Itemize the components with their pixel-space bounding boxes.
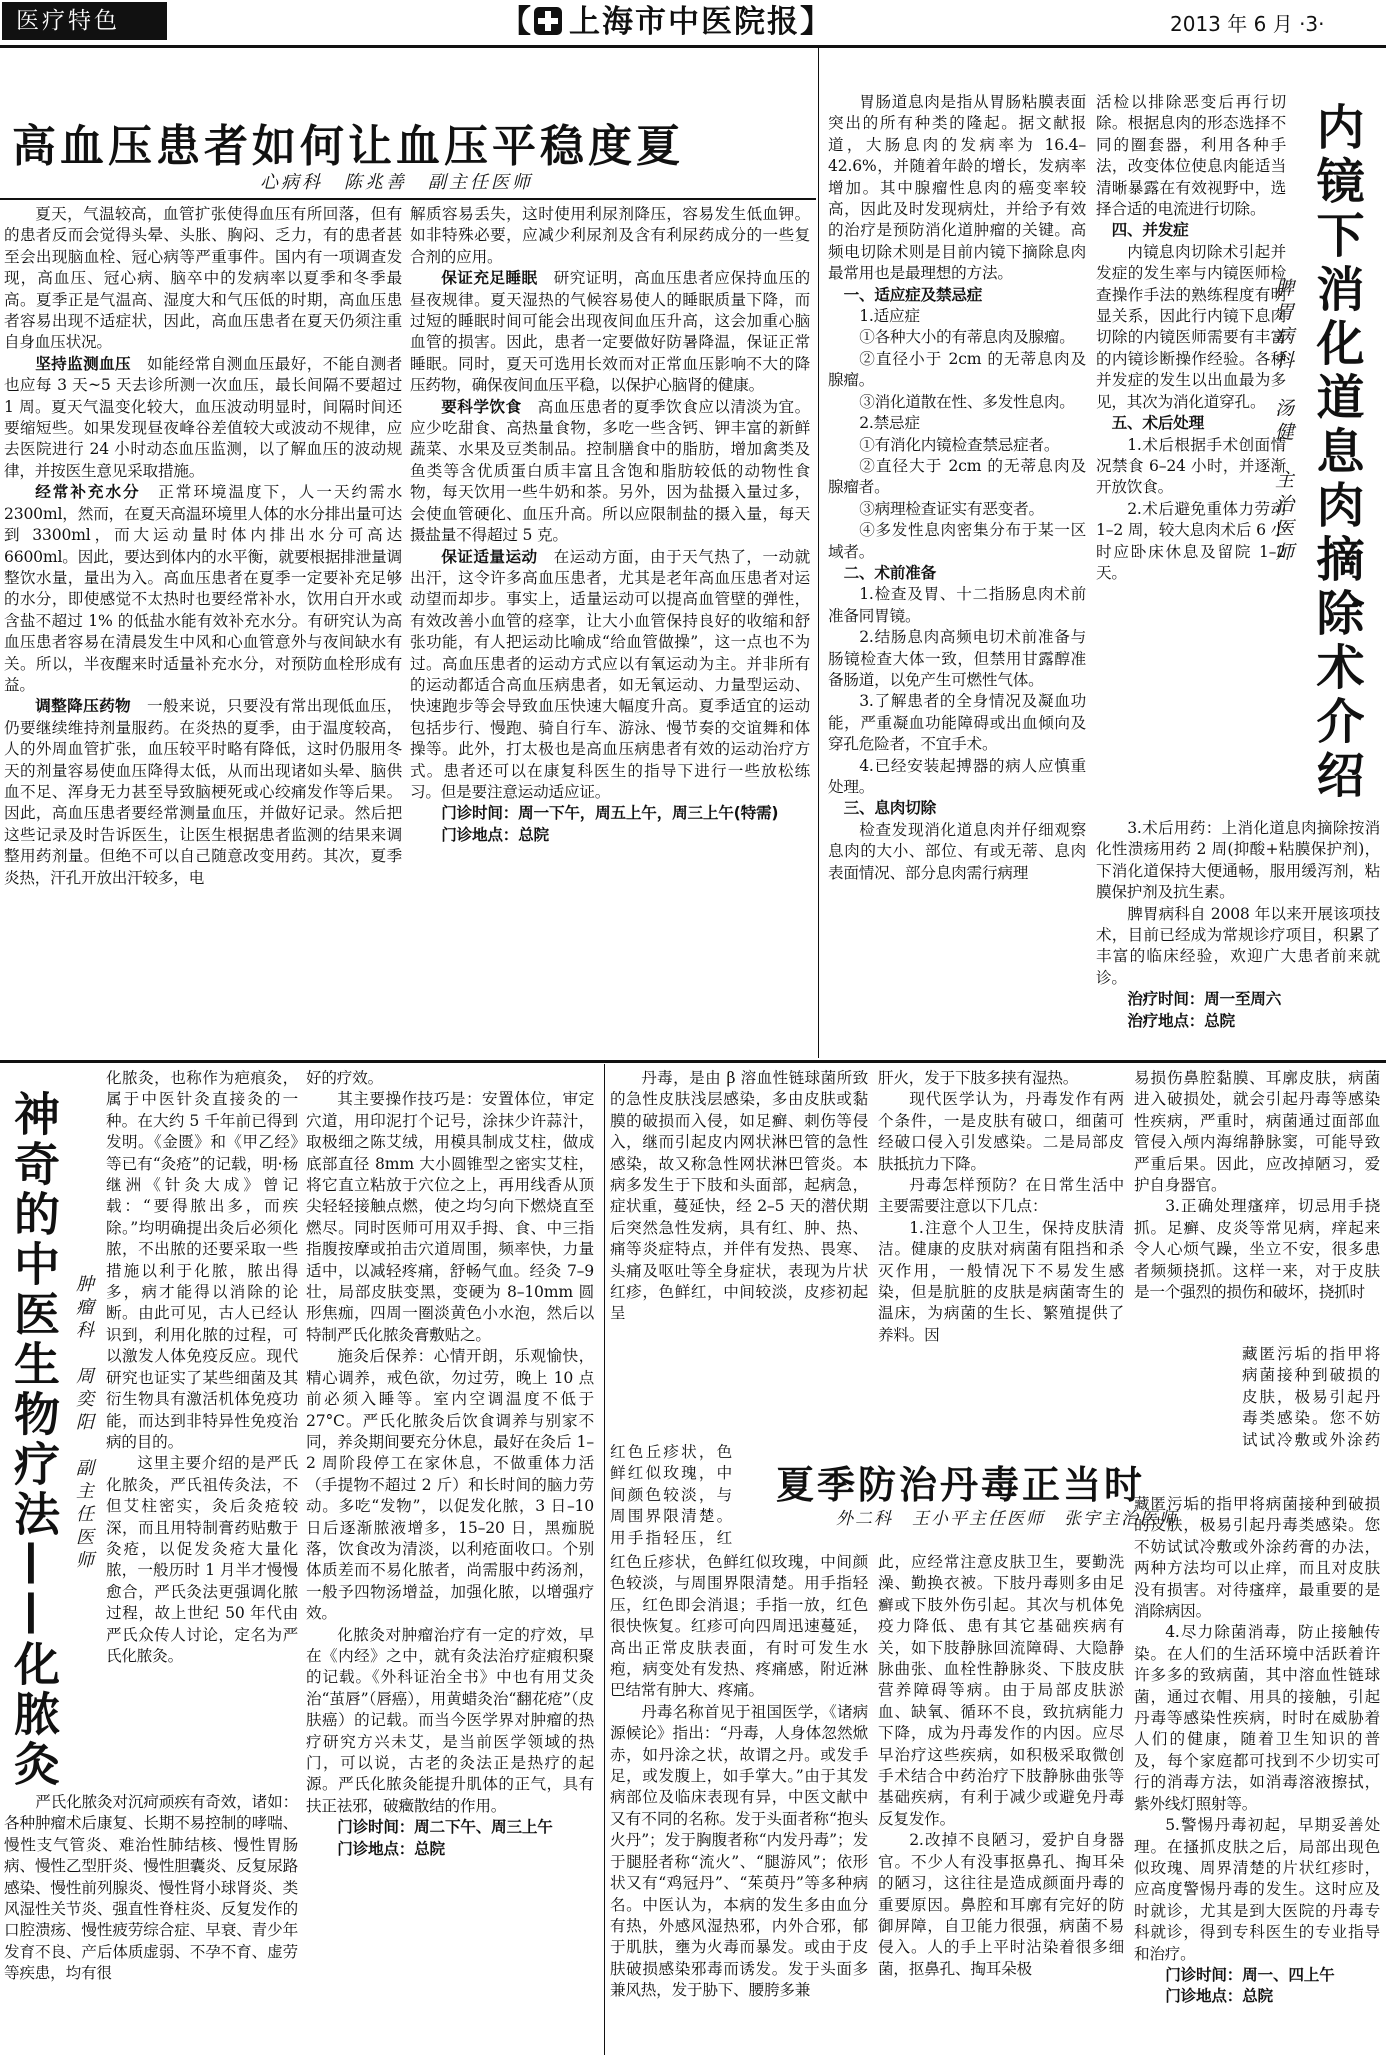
- article-column-wide: [1096, 818, 1380, 1054]
- paragraph: 易损伤鼻腔黏膜、耳廓皮肤，病菌进入破损处，就会引起丹毒等感染性疾病，严重时，病菌通过面部血管侵入颅内海绵静脉窦，可能导致严重后果。因此，应改掉陋习，爱护自身器官。: [1134, 1069, 1380, 1195]
- column-divider: [818, 48, 819, 1058]
- paragraph: ①各种大小的有蒂息肉及腺瘤。: [859, 328, 1075, 347]
- paragraph: ③病理检查证实有恶变者。: [859, 499, 1044, 518]
- article-hypertension: [0, 48, 816, 1058]
- paragraph-text: 研究证明，高血压患者应保持血压的昼夜规律。夏天湿热的气候容易使人的睡眠质量下降，而过短的睡眠时间可能会出现夜间血压升高，这会加重心脑血管的损害。因此，患者一定要做好防暑降温，保证正常睡眠。同时，夏天可选用长效而对正常血压影响不大的降压药物，确保夜间血压平稳，以保护心脑肾的健康。: [410, 269, 810, 395]
- article-title: 高血压患者如何让血压平稳度夏: [12, 121, 684, 172]
- paragraph: ②直径大于 2cm 的无蒂息肉及腺瘤者。: [828, 456, 1086, 497]
- paragraph: 严氏化脓灸对沉疴顽疾有奇效，诸如：各种肿瘤术后康复、长期不易控制的哮喘、慢性支气管炎、难治性肺结核、慢性胃肠病、慢性乙型肝炎、慢性胆囊炎、反复尿路感染、慢性前列腺炎、慢性肾小球肾炎、类风湿性关节炎、强直性脊柱炎、反复发作的口腔溃疡、慢性疲劳综合症、早衰、青少年发育不良、产后体质虚弱、不孕不育、虚劳等疾患，均有很: [4, 1793, 298, 1983]
- paragraph: ①有消化内镜检查禁忌症者。: [859, 435, 1060, 454]
- clinic-time: 门诊时间：周二下午、周三上午: [337, 1818, 553, 1837]
- article-column-3-top: [1134, 1068, 1380, 1342]
- subheading: 经常补充水分: [35, 483, 141, 502]
- paragraph: 肝火，发于下肢多挟有湿热。: [878, 1069, 1079, 1087]
- title-rule: [0, 198, 816, 200]
- section-heading: 三、息肉切除: [843, 799, 936, 818]
- article-byline: 肿瘤科 周奕阳 副主任医师: [73, 1274, 94, 1573]
- paragraph: 1.适应症: [859, 307, 920, 326]
- paragraph: 红色丘疹状，色鲜红似玫瑰，中间颜色较淡，与周围界限清楚。用手指轻压，红色即会消退；手指一放，红色很快恢复。红疹可向四周迅速蔓延，高出正常皮肤表面，有时可发生水疱，病变处有发热、疼痛感，附近淋巴结常有肿大、疼痛。: [610, 1553, 868, 1700]
- clinic-location: 门诊地点：总院: [337, 1839, 445, 1858]
- paragraph: 脾胃病科自 2008 年以来开展该项技术，目前已经成为常规诊疗项目，积累了丰富的临床经验，欢迎广大患者前来就诊。: [1096, 904, 1380, 987]
- paragraph: 检查发现消化道息肉并仔细观察息肉的大小、部位、有或无蒂、息肉表面情况、部分息肉需行病理: [828, 820, 1086, 882]
- bracket-left: 【: [500, 4, 533, 40]
- section-heading: 四、并发症: [1111, 221, 1189, 240]
- article-endoscopy: [820, 48, 1386, 1058]
- section-heading: 二、术前准备: [843, 563, 936, 582]
- paragraph: 丹毒，是由 β 溶血性链球菌所致的急性皮肤浅层感染，多由皮肤或黏膜的破损而入侵，如足癣、刺伤等侵入，继而引起皮内网状淋巴管的急性感染，故又称急性网状淋巴管炎。本病多发生于下肢和头面部，起病急，症状重，蔓延快，经 2–5 天的潜伏期后突然急性发病，具有红、肿、热、痛等炎症特点，并伴有发热、畏寒、头痛及呕吐等全身症状，表现为片状红疹，色鲜红，中间较淡，皮疹初起呈: [610, 1069, 868, 1323]
- hospital-logo-icon: [533, 6, 563, 36]
- paragraph: 4.尽力除菌消毒，防止接触传染。在人们的生活环境中活跃着许许多多的致病菌，其中溶血性链球菌，通过衣帽、用具的接触，引起丹毒等感染性疾病，时时在威胁着人们的健康，随着卫生知识的普及，每个家庭都可找到不少切实可行的消毒方法，如消毒溶液擦拭，紫外线灯照射等。: [1134, 1623, 1380, 1813]
- paragraph: 化脓灸，也称作为疤痕灸，属于中医针灸直接灸的一种。在大约 5 千年前已得到发明。《金匮》和《甲乙经》等已有“灸疮”的记载，明·杨继洲《针灸大成》曾记载：“要得脓出多，而疾除。”均明确提出灸后必须化脓，不出脓的还要采取一些措施以利于化脓，脓出得多，病才能得以消除的论断。由此可见，古人已经认识到，利用化脓的过程，可以激发人体免疫反应。现代研究也证实了某些细菌及其衍生物具有激活机体免疫功能，而达到非特异性免疫治病的目的。: [106, 1069, 298, 1451]
- article-title: 内镜下消化道息肉摘除术介绍: [1308, 102, 1364, 804]
- paragraph: 藏匿污垢的指甲将病菌接种到破损的皮肤，极易引起丹毒类感染。您不妨试试冷敷或外涂药: [1242, 1345, 1380, 1449]
- paragraph: ②直径小于 2cm 的无蒂息肉及腺瘤。: [828, 349, 1086, 390]
- paragraph-text: 如能经常自测血压最好，不能自测者也应每 3 天~5 天去诊所测一次血压，最长间隔不要超过 1 周。夏天气温变化较大，血压波动明显时，间隔时间还要缩短些。如果发现昼夜峰谷差值较大或波动不规律，应去医院进行 24 小时动态血压监测，以了解血压的波动规律，并按医生意见采取措施。: [4, 354, 402, 480]
- date: 2013 年 6 月: [1170, 12, 1293, 36]
- subheading: 调整降压药物: [35, 697, 132, 716]
- paragraph: 此，应经常注意皮肤卫生，要勤洗澡、勤换衣被。下肢丹毒则多由足癣或下肢外伤引起。其次与机体免疫力降低、患有其它基础疾病有关，如下肢静脉回流障碍、大隐静脉曲张、血栓性静脉炎、下肢皮肤营养障碍等病。由于局部皮肤淤血、缺氧、循环不良，致抗病能力下降，成为丹毒发作的内因。应尽早治疗这些疾病，如积极采取微创手术结合中药治疗下肢静脉曲张等基础疾病，有利于减少或避免丹毒反复发作。: [878, 1553, 1124, 1828]
- paragraph: 化脓灸对肿瘤治疗有一定的疗效，早在《内经》之中，就有灸法治疗症瘕积聚的记载。《外科证治全书》中也有用艾灸治“茧唇”（唇癌），用黄蜡灸治“翻花疮”（皮肤癌）的记载。而当今医学界对肿瘤的热疗研究方兴未艾，是当前医学领域的热门，可以说，古老的灸法正是热疗的起源。严氏化脓灸能提升肌体的正气，具有扶正祛邪，破癥散结的作用。: [306, 1625, 594, 1815]
- paragraph-text: 一般来说，只要没有常出现低血压，仍要继续维持剂量服药。在炎热的夏季，由于温度较高，人的外周血管扩张，血压较平时略有降低，这时仍服用冬天的剂量容易使血压降得太低，从而出现诸如头晕、脑供血不足、浑身无力甚至导致脑梗死或心绞痛发作等后果。因此，高血压患者要经常测量血压，并做好记录。然后把这些记录及时告诉医生，让医生根据患者监测的结果来调整用药剂量。但绝不可以自己随意改变用药。其次，夏季炎热，汗孔开放出汗较多，电: [4, 697, 402, 887]
- paragraph: 红色丘疹状，色鲜红似玫瑰，中间颜色较淡，与周围界限清楚。用手指轻压，红: [610, 1443, 732, 1547]
- paragraph: 2.结肠息肉高频电切术前准备与肠镜检查大体一致，但禁用甘露醇准备肠道，以免产生可燃性气体。: [828, 628, 1086, 689]
- paragraph: 好的疗效。: [306, 1069, 383, 1087]
- clinic-location: 门诊地点：总院: [441, 825, 549, 844]
- paragraph: ④多发性息肉密集分布于某一区域者。: [828, 521, 1086, 561]
- paragraph: [410, 397, 810, 547]
- article-column-1-full: [4, 1792, 298, 2050]
- issue-date: [1170, 8, 1325, 37]
- clinic-time: 门诊时间：周一下午，周五上午，周三上午(特需): [441, 804, 779, 823]
- column-divider: [604, 1064, 605, 2055]
- article-column-2: [410, 204, 810, 1049]
- article-title: 神奇的中医生物疗法——化脓灸: [7, 1090, 61, 1790]
- article-column-3: [1134, 1494, 1380, 2050]
- paragraph: 5.警惕丹毒初起，早期妥善处理。在搔抓皮肤之后，局部出现色似玫瑰、周界清楚的片状红疹时，应高度警惕丹毒的发生。这时应及时就诊，尤其是到大医院的丹毒专科就诊，得到专科医生的专业指导和治疗。: [1134, 1816, 1380, 1963]
- article-column-2-top: [878, 1068, 1124, 1438]
- section-heading: 一、适应症及禁忌症: [843, 285, 983, 304]
- clinic-time: 治疗时间：周一至周六: [1127, 990, 1282, 1009]
- paragraph: 这里主要介绍的是严氏化脓灸，严氏祖传灸法，不但艾柱密实，灸后灸疮较深，而且用特制膏药贴敷于灸疮，以促发灸疮大量化脓，一般历时 1 月半才慢慢愈合，严氏灸法更强调化脓过程，故上世纪 50 年代由严氏众传人讨论，定名为严氏化脓灸。: [106, 1454, 298, 1665]
- paper-name: 上海市中医院报: [569, 4, 800, 40]
- paragraph: 1.注意个人卫生，保持皮肤清洁。健康的皮肤对病菌有阻挡和杀灭作用，一般情况下不易发生感染，但是肮脏的皮肤是病菌寄生的温床，为病菌的生长、繁殖提供了养料。因: [878, 1218, 1124, 1344]
- paragraph: 1.检查及胃、十二指肠息肉术前准备同胃镜。: [828, 585, 1086, 625]
- paragraph: 3.术后用药：上消化道息肉摘除按消化性溃疡用药 2 周(抑酸+粘膜保护剂)，下消化道保持大便通畅，服用缓泻剂，粘膜保护剂及抗生素。: [1096, 819, 1380, 902]
- paragraph: [410, 268, 810, 396]
- masthead: [500, 2, 890, 42]
- paragraph: [4, 482, 402, 696]
- article-column-1-top: [610, 1068, 868, 1438]
- paragraph: 3.正确处理瘙痒，切忌用手挠抓。足癣、皮炎等常见病，痒起来令人心烦气躁，坐立不安，很多患者频频挠抓。这样一来，对于皮肤是一个强烈的损伤和破坏，挠抓时: [1134, 1197, 1380, 1302]
- paragraph: [4, 354, 402, 482]
- article-byline: 脾胃病科 汤健 主治医师: [1272, 278, 1294, 566]
- bracket-right: 】: [800, 4, 833, 40]
- paragraph: 活检以排除恶变后再行切除。根据息肉的形态选择不同的圈套器，利用各种手法，改变体位使息肉能适当清晰暴露在有效视野中，选择合适的电流进行切除。: [1096, 93, 1286, 219]
- paragraph: [410, 547, 810, 804]
- paragraph: ③消化道散在性、多发性息肉。: [859, 392, 1075, 411]
- article-column-1: [4, 204, 402, 1049]
- article-column-2: [1096, 92, 1286, 812]
- article-column-1: [610, 1552, 868, 2050]
- paragraph-text: 在运动方面，由于天气热了，一动就出汗，这令许多高血压患者，尤其是老年高血压患者对运动望而却步。事实上，适量运动可以提高血管壁的弹性，有效改善小血管的痉挛，让大小血管保持良好的收缩和舒张功能，有人把运动比喻成“给血管做操”，这一点也不为过。高血压患者的运动方式应以有氧运动为主。并非所有的运动都适合高血压病患者，如无氧运动、力量型运动、快速跑步等会导致血压快速大幅度升高。夏季适宜的运动包括步行、慢跑、骑自行车、游泳、慢节奏的交谊舞和体操等。此外，打太极也是高血压病患者有效的运动治疗方式。患者还可以在康复科医生的指导下进行一些放松练习。但是要注意运动适应证。: [410, 547, 810, 801]
- article-column-3-narrow: [1242, 1344, 1380, 1450]
- paragraph: 丹毒名称首见于祖国医学，《诸病源候论》指出：“丹毒，人身体忽然焮赤，如丹涂之状，故谓之丹。或发手足，或发腹上，如手掌大。”由于其发病部位及临床表现有异，中医文献中又有不同的名称。发于头面者称“抱头火丹”；发于胸腹者称“内发丹毒”；发于腿胫者称“流火”、“腿游风”；依形状又有“鸡冠丹”、“茱萸丹”等多种病名。中医认为，本病的发生多由血分有热，外感风湿热邪，内外合邪，郁于肌肤，壅为火毒而暴发。或由于皮肤破损感染邪毒而诱发。发于头面多兼风热，发于胁下、腰胯多兼: [610, 1702, 868, 2000]
- subheading: 保证适量运动: [441, 547, 538, 566]
- article-column-1: [828, 92, 1086, 1052]
- section-rule: [0, 1060, 1386, 1063]
- paragraph: 2.术后避免重体力劳动 1–2 周，较大息肉术后 6 小时应卧床休息及留院 1–2 天。: [1096, 499, 1286, 582]
- article-column-2: [306, 1068, 594, 2050]
- paragraph: 2.禁忌症: [859, 414, 920, 433]
- clinic-location: 门诊地点：总院: [1165, 1987, 1273, 2006]
- paragraph: 胃肠道息肉是指从胃肠粘膜表面突出的所有种类的隆起。据文献报道，大肠息肉的发病率为 16.4–42.6%，并随着年龄的增长，发病率增加。其中腺瘤性息肉的癌变率较高，因此及时发现病灶，并给予有效的治疗是预防消化道肿瘤的关键。高频电切除术则是目前内镜下摘除息肉最常用也是最理想的方法。: [828, 93, 1086, 283]
- paragraph: 4.已经安装起搏器的病人应慎重处理。: [828, 756, 1086, 796]
- paragraph: 藏匿污垢的指甲将病菌接种到破损的皮肤，极易引起丹毒类感染。您不妨试试冷敷或外涂药膏的办法，两种方法均可以止痒，而且对皮肤没有损害。对待瘙痒，最重要的是消除病因。: [1134, 1495, 1380, 1621]
- subheading: 坚持监测血压: [35, 354, 132, 373]
- paragraph: [4, 696, 402, 889]
- article-column-2: [878, 1552, 1124, 2050]
- article-moxibustion: [0, 1064, 600, 2055]
- paragraph: 解质容易丢失，这时使用利尿剂降压，容易发生低血钾。如非特殊必要，应减少利尿剂及含有利尿药成分的一些复合剂的应用。: [410, 205, 810, 266]
- subheading: 保证充足睡眠: [441, 269, 538, 288]
- paragraph-text: 正常环境温度下，人一天约需水 2300ml，然而，在夏天高温环境里人体的水分排出量可达到 3300ml，而大运动量时体内排出水分可高达 6600ml。因此，要达到体内的水平衡，就要根据排泄量调整饮水量，量出为入。高血压患者在夏季一定要补充足够的水分，即使感觉不太热时也要经常补水，饮用白开水或含盐不超过 1% 的低盐水能有效补充水分。有研究认为高血压患者容易在清晨发生中风和心血管意外与夜间缺水有关。所以，半夜醒来时适量补充水分，对预防血栓形成有益。: [4, 483, 402, 694]
- paragraph: 1.术后根据手术创面情况禁食 6–24 小时，并逐渐开放饮食。: [1096, 435, 1286, 497]
- section-heading: 五、术后处理: [1111, 414, 1204, 433]
- article-byline: 外二科 王小平主任医师 张宇主治医师: [836, 1509, 1178, 1529]
- article-erysipelas: [606, 1064, 1386, 2055]
- paragraph: 丹毒怎样预防？在日常生活中主要需要注意以下几点：: [878, 1176, 1124, 1216]
- subheading: 要科学饮食: [441, 397, 522, 416]
- article-byline: 心病科 陈兆善 副主任医师: [260, 172, 533, 193]
- page-number: ·3·: [1299, 12, 1325, 36]
- paragraph: 2.改掉不良陋习，爱护自身器官。不少人有没事抠鼻孔、掏耳朵的陋习，这往往是造成颜面丹毒的重要原因。鼻腔和耳廓有完好的防御屏障，自卫能力很强，病菌不易侵入。人的手上平时沾染着很多细菌，抠鼻孔、掏耳朵极: [878, 1831, 1124, 1978]
- article-column-1: [106, 1068, 298, 1848]
- clinic-time: 门诊时间：周一、四上午: [1165, 1965, 1335, 1984]
- paragraph-text: 高血压患者的夏季饮食应以清淡为宜。应少吃甜食、高热量食物，多吃一些含钙、钾丰富的新鲜蔬菜、水果及豆类制品。控制膳食中的脂肪，增加禽类及鱼类等含优质蛋白质丰富且含饱和脂肪较低的动物性食物，每天饮用一些牛奶和茶。另外，因为盐摄入量过多，会使血管硬化、血压升高。所以应限制盐的摄入量，每天摄盐量不得超过 5 克。: [410, 397, 810, 545]
- paragraph: 内镜息肉切除术引起并发症的发生率与内镜医师检查操作手法的熟练程度有明显关系，因此行内镜下息肉切除的内镜医师需要有丰富的内镜诊断操作经验。各种并发症的发生以出血最为多见，其次为消化道穿孔。: [1096, 242, 1286, 411]
- clinic-location: 治疗地点：总院: [1127, 1011, 1235, 1030]
- article-column-1-narrow: [610, 1442, 732, 1548]
- paragraph: 夏天，气温较高，血管扩张使得血压有所回落，但有的患者反而会觉得头晕、头胀、胸闷、乏力，有的患者甚至会出现脑血栓、冠心病等严重事件。国内有一项调查发现，高血压、冠心病、脑卒中的发病率以夏季和冬季最高。夏季正是气温高、湿度大和气压低的时期，高血压患者容易出现不适症状，因此，高血压患者在夏天仍须注重自身血压状况。: [4, 205, 402, 352]
- section-tag: 医疗特色: [2, 2, 167, 40]
- paragraph: 3.了解患者的全身情况及凝血功能，严重凝血功能障碍或出血倾向及穿孔危险者，不宜手术。: [828, 692, 1086, 754]
- paragraph: 施灸后保养：心情开朗，乐观愉快，精心调养，戒色欲，勿过劳，晚上 10 点前必须入睡等。室内空调温度不低于 27°C。严氏化脓灸后饮食调养与别家不同，养灸期间要充分休息，最好在灸后 1–2 周阶段停工在家休息，不做重体力活（手提物不超过 2 斤）和长时间的脑力劳动。多吃“发物”，以促发化脓，3 日–10 日后逐渐脓液增多，15–20 日，黑痂脱落，饮食改为清淡，以利疮面收口。个别体质差而不易化脓者，尚需服中药汤剂，一般予四物汤增益，加强化脓，以增强疗效。: [306, 1347, 594, 1623]
- paragraph: 现代医学认为，丹毒发作有两个条件，一是皮肤有破口，细菌可经破口侵入引发感染。二是局部皮肤抵抗力下降。: [878, 1090, 1124, 1173]
- article-title: 夏季防治丹毒正当时: [776, 1463, 1146, 1507]
- paragraph: 其主要操作技巧是：安置体位，审定穴道，用印泥打个记号，涂抹少许蒜汁，取极细之陈艾绒，用模具制成艾柱，做成底部直径 8mm 大小圆锥型之密实艾柱，将它直立粘放于穴位之上，再用线香从顶尖轻轻接触点燃，使之均匀向下燃烧直至燃尽。同时医师可用双手拇、食、中三指指腹按摩或拍击穴道周围，频率快，力量适中，以减轻疼痛，舒畅气血。经灸 7–9 壮，局部皮肤变黑，变硬为 8–10mm 圆形焦痂，四周一圈淡黄色小水泡，然后以特制严氏化脓灸膏敷贴之。: [306, 1090, 594, 1344]
